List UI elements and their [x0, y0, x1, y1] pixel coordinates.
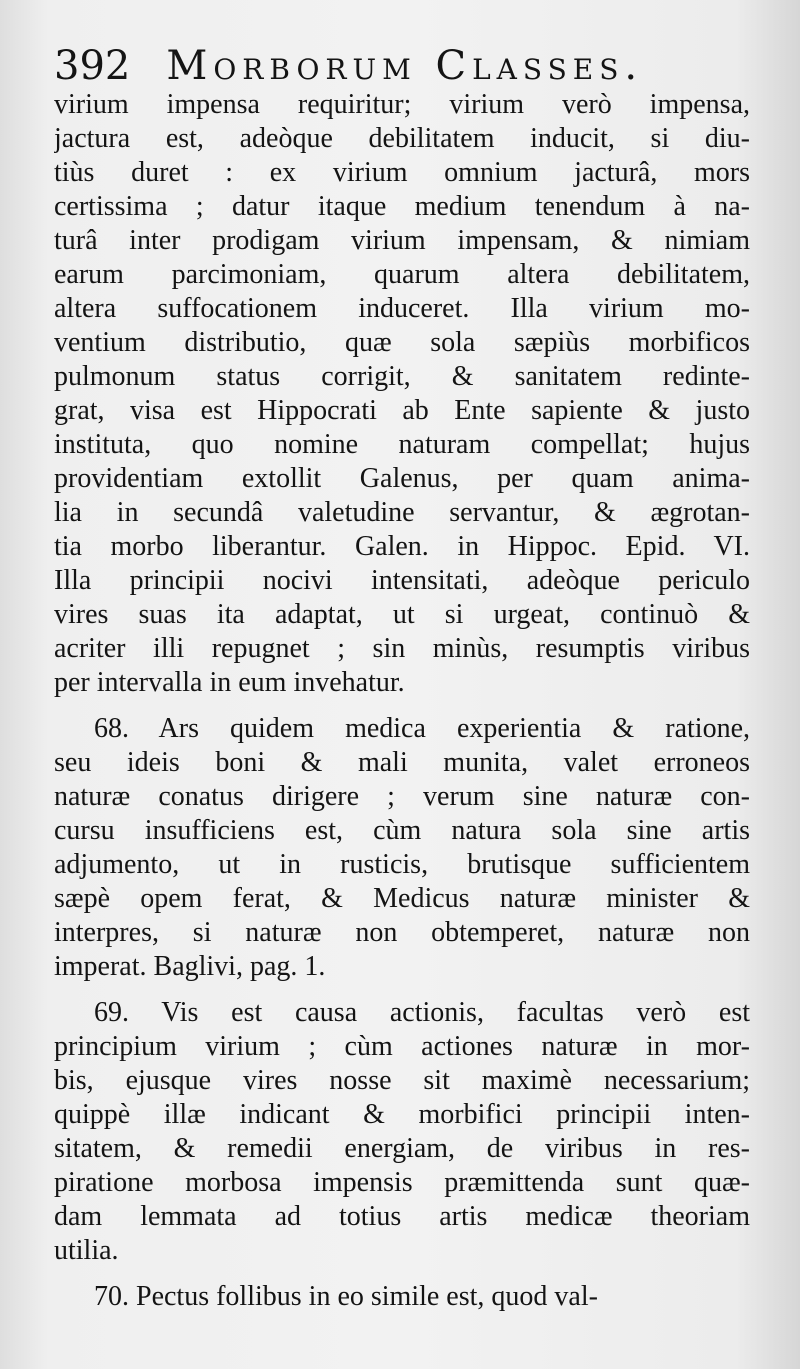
text-line: quippè illæ indicant & morbifici principii inten- — [54, 1099, 750, 1130]
body-text — [54, 88, 750, 1314]
text-line: pulmonum status corrigit, & sanitatem redinte- — [54, 361, 750, 392]
text-line: instituta, quo nomine naturam compellat; hujus — [54, 429, 750, 460]
text-line: 69. Vis est causa actionis, facultas verò est — [94, 997, 750, 1028]
text-line: vires suas ita adaptat, ut si urgeat, continuò & — [54, 599, 750, 630]
text-line: cursu insufficiens est, cùm natura sola sine artis — [54, 815, 750, 846]
text-line: lia in secundâ valetudine servantur, & ægrotan- — [54, 497, 750, 528]
paragraph — [54, 1280, 750, 1314]
text-line: Illa principii nocivi intensitati, adeòque periculo — [54, 565, 750, 596]
text-line: jactura est, adeòque debilitatem inducit, si diu- — [54, 123, 750, 154]
text-line: sitatem, & remedii energiam, de viribus in res- — [54, 1133, 750, 1164]
text-line: piratione morbosa impensis præmittenda sunt quæ- — [54, 1167, 750, 1198]
paragraph-gap — [54, 984, 750, 996]
text-line: altera suffocationem induceret. Illa virium mo- — [54, 293, 750, 324]
text-line: virium impensa requiritur; virium verò impensa, — [54, 89, 750, 120]
paragraph — [54, 712, 750, 984]
text-line: tia morbo liberantur. Galen. in Hippoc. Epid. VI. — [54, 531, 750, 562]
text-line: 70. Pectus follibus in eo simile est, quod val- — [94, 1281, 598, 1312]
text-line: adjumento, ut in rusticis, brutisque sufficientem — [54, 849, 750, 880]
text-line: principium virium ; cùm actiones naturæ in mor- — [54, 1031, 750, 1062]
text-line: 68. Ars quidem medica experientia & ratione, — [94, 713, 750, 744]
paragraph — [54, 996, 750, 1268]
text-line: turâ inter prodigam virium impensam, & nimiam — [54, 225, 750, 256]
text-line: interpres, si naturæ non obtemperet, naturæ non — [54, 917, 750, 948]
text-line: grat, visa est Hippocrati ab Ente sapiente & justo — [54, 395, 750, 426]
paragraph — [54, 88, 750, 700]
paragraph-gap — [54, 1268, 750, 1280]
text-line: naturæ conatus dirigere ; verum sine naturæ con- — [54, 781, 750, 812]
text-line: ventium distributio, quæ sola sæpiùs morbificos — [54, 327, 750, 358]
text-line: utilia. — [54, 1235, 119, 1266]
text-line: per intervalla in eum invehatur. — [54, 667, 405, 698]
page-header — [54, 38, 754, 94]
text-line: dam lemmata ad totius artis medicæ theoriam — [54, 1201, 750, 1232]
text-line: tiùs duret : ex virium omnium jacturâ, mors — [54, 157, 750, 188]
text-line: imperat. Baglivi, pag. 1. — [54, 951, 326, 982]
text-line: certissima ; datur itaque medium tenendum à na- — [54, 191, 750, 222]
text-line: earum parcimoniam, quarum altera debilitatem, — [54, 259, 750, 290]
text-line: providentiam extollit Galenus, per quam anima- — [54, 463, 750, 494]
text-line: bis, ejusque vires nosse sit maximè necessarium; — [54, 1065, 750, 1096]
text-line: seu ideis boni & mali munita, valet erroneos — [54, 747, 750, 778]
running-title: Morborum Classes. — [166, 43, 644, 89]
page-number: 392 — [54, 43, 131, 89]
text-line: acriter illi repugnet ; sin minùs, resumptis viribus — [54, 633, 750, 664]
paragraph-gap — [54, 700, 750, 712]
text-line: sæpè opem ferat, & Medicus naturæ minister & — [54, 883, 750, 914]
